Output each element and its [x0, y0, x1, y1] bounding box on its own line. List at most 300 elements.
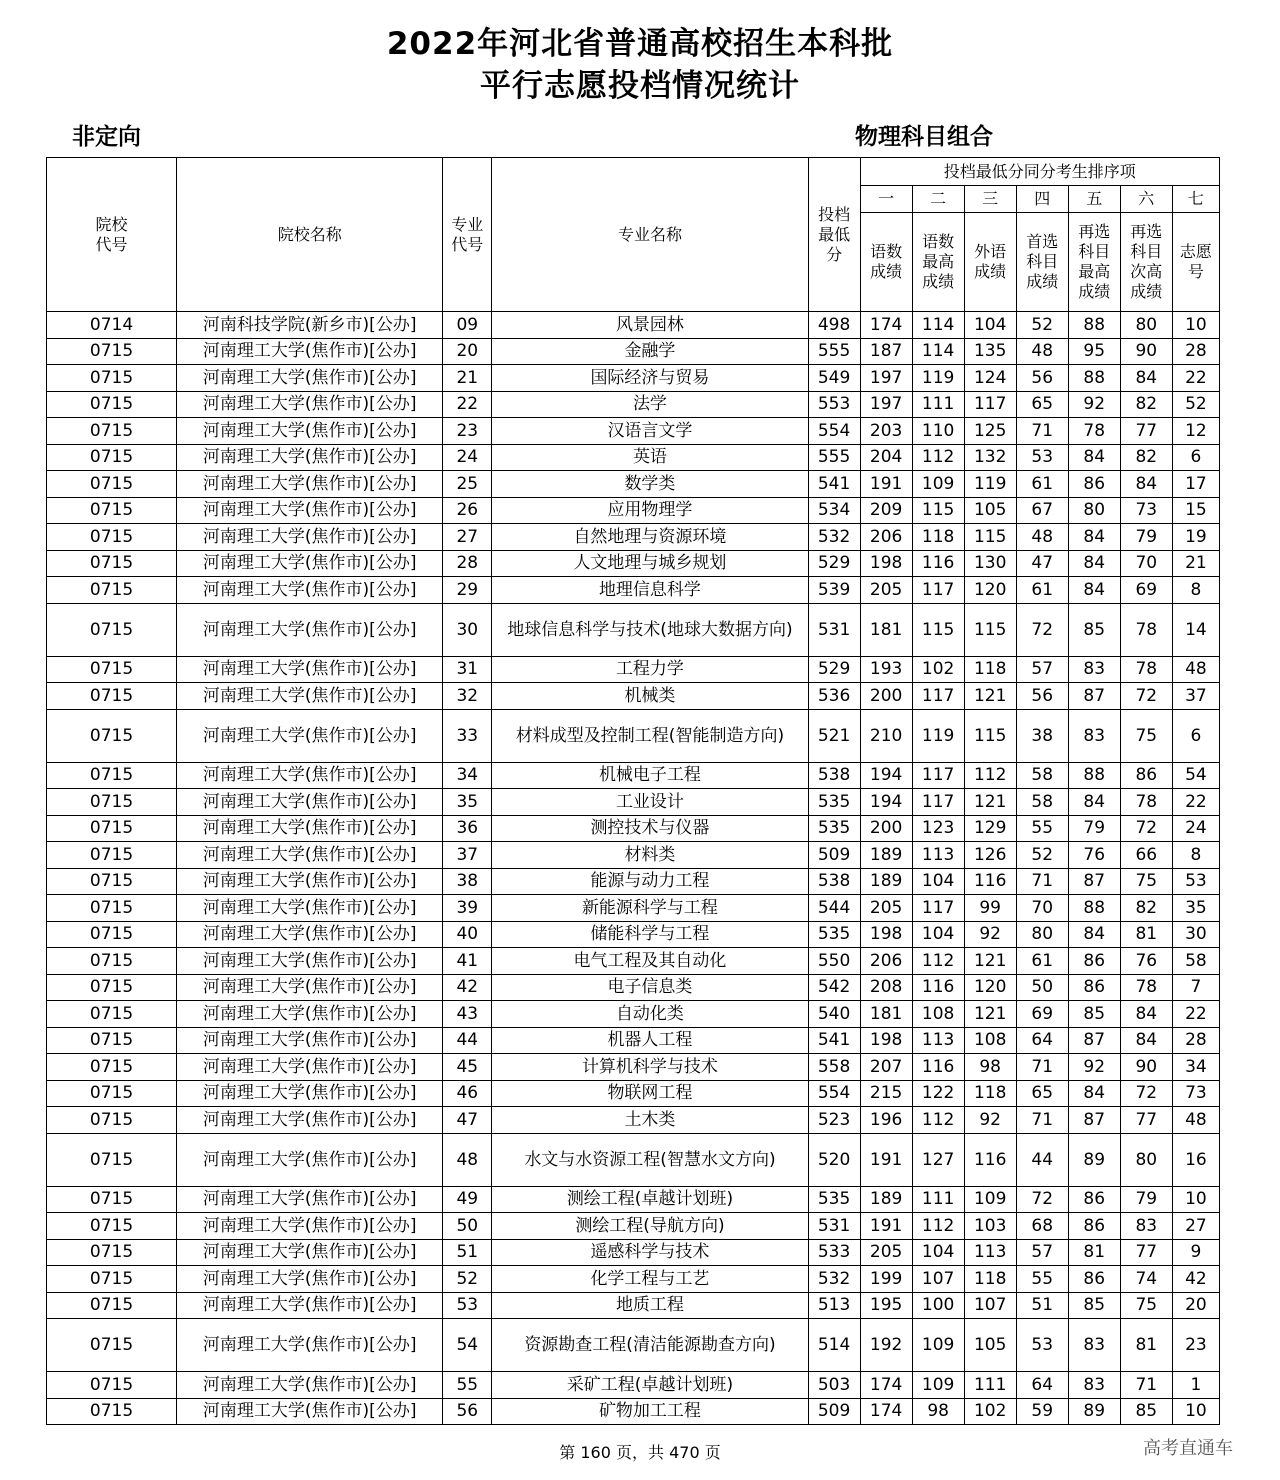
cell-min-score: 498: [808, 312, 860, 339]
cell-chinese-math: 215: [860, 1080, 912, 1107]
cell-major-name: 机器人工程: [492, 1027, 808, 1054]
cell-preference-no: 22: [1172, 365, 1219, 392]
cell-school-code: 0715: [47, 1239, 177, 1266]
header-item-text: 外语成绩: [974, 242, 1007, 281]
table-row: [47, 974, 1220, 1001]
cell-chinese-math: 205: [860, 577, 912, 604]
cell-school-code: 0715: [47, 550, 177, 577]
cell-reselect-max: 88: [1068, 312, 1120, 339]
cell-school-name: 河南理工大学(焦作市)[公办]: [177, 577, 443, 604]
cell-preference-no: 37: [1172, 683, 1219, 710]
cell-major-name: 数学类: [492, 471, 808, 498]
cell-school-code: 0715: [47, 365, 177, 392]
cell-chinese-math-max: 119: [912, 365, 964, 392]
cell-chinese-math-max: 117: [912, 762, 964, 789]
cell-school-code: 0715: [47, 577, 177, 604]
cell-reselect-second: 75: [1120, 709, 1172, 762]
table-row: [47, 338, 1220, 365]
cell-reselect-second: 77: [1120, 1107, 1172, 1134]
cell-reselect-max: 84: [1068, 577, 1120, 604]
cell-min-score: 554: [808, 1080, 860, 1107]
cell-first-subject: 51: [1016, 1292, 1068, 1319]
cell-reselect-max: 88: [1068, 365, 1120, 392]
cell-chinese-math: 207: [860, 1054, 912, 1081]
header-item-text: 再选科目最高成绩: [1078, 222, 1111, 301]
cell-chinese-math: 194: [860, 762, 912, 789]
cell-first-subject: 65: [1016, 1080, 1068, 1107]
cell-school-code: 0715: [47, 1133, 177, 1186]
cell-major-name: 英语: [492, 444, 808, 471]
cell-reselect-second: 84: [1120, 1001, 1172, 1028]
cell-chinese-math: 191: [860, 1213, 912, 1240]
table-body: [47, 312, 1220, 1425]
cell-first-subject: 64: [1016, 1027, 1068, 1054]
document-title: 2022年河北省普通高校招生本科批: [386, 26, 894, 62]
cell-reselect-max: 86: [1068, 471, 1120, 498]
cell-major-name: 能源与动力工程: [492, 868, 808, 895]
cell-school-name: 河南理工大学(焦作市)[公办]: [177, 1398, 443, 1425]
header-rank-7: 七: [1172, 186, 1219, 213]
cell-first-subject: 65: [1016, 391, 1068, 418]
header-rank-2: 二: [912, 186, 964, 213]
cell-major-name: 材料成型及控制工程(智能制造方向): [492, 709, 808, 762]
subject-group-label: 物理科目组合: [855, 124, 993, 150]
cell-school-code: 0715: [47, 1107, 177, 1134]
cell-chinese-math-max: 102: [912, 656, 964, 683]
cell-preference-no: 14: [1172, 603, 1219, 656]
cell-major-code: 38: [443, 868, 492, 895]
cell-first-subject: 57: [1016, 1239, 1068, 1266]
table-row: [47, 312, 1220, 339]
cell-major-code: 24: [443, 444, 492, 471]
table-row: [47, 1107, 1220, 1134]
table-row: [47, 762, 1220, 789]
cell-min-score: 540: [808, 1001, 860, 1028]
cell-chinese-math-max: 113: [912, 1027, 964, 1054]
header-major-name: [492, 158, 808, 312]
cell-chinese-math: 208: [860, 974, 912, 1001]
cell-first-subject: 44: [1016, 1133, 1068, 1186]
cell-school-code: 0715: [47, 895, 177, 922]
table-row: [47, 365, 1220, 392]
header-rank-1: 一: [860, 186, 912, 213]
cell-preference-no: 24: [1172, 815, 1219, 842]
cell-first-subject: 61: [1016, 471, 1068, 498]
cell-foreign-lang: 102: [964, 1398, 1016, 1425]
cell-preference-no: 54: [1172, 762, 1219, 789]
header-item-text: 再选科目次高成绩: [1130, 222, 1163, 301]
cell-foreign-lang: 105: [964, 497, 1016, 524]
cell-foreign-lang: 115: [964, 709, 1016, 762]
cell-reselect-max: 88: [1068, 895, 1120, 922]
table-row: [47, 1319, 1220, 1372]
cell-major-name: 新能源科学与工程: [492, 895, 808, 922]
header-school-name: [177, 158, 443, 312]
header-item-4: [1016, 213, 1068, 312]
cell-major-name: 物联网工程: [492, 1080, 808, 1107]
cell-min-score: 550: [808, 948, 860, 975]
cell-school-name: 河南理工大学(焦作市)[公办]: [177, 709, 443, 762]
cell-chinese-math: 195: [860, 1292, 912, 1319]
cell-first-subject: 58: [1016, 762, 1068, 789]
cell-chinese-math: 199: [860, 1266, 912, 1293]
cell-school-code: 0715: [47, 762, 177, 789]
cell-chinese-math: 200: [860, 815, 912, 842]
cell-chinese-math: 198: [860, 1027, 912, 1054]
cell-reselect-max: 86: [1068, 1213, 1120, 1240]
cell-major-code: 45: [443, 1054, 492, 1081]
cell-reselect-max: 79: [1068, 815, 1120, 842]
table-row: [47, 656, 1220, 683]
cell-school-code: 0715: [47, 603, 177, 656]
cell-school-name: 河南理工大学(焦作市)[公办]: [177, 1001, 443, 1028]
cell-min-score: 535: [808, 921, 860, 948]
header-major-code-text: 专业代号: [451, 214, 484, 254]
cell-school-name: 河南理工大学(焦作市)[公办]: [177, 1186, 443, 1213]
cell-first-subject: 56: [1016, 683, 1068, 710]
cell-min-score: 503: [808, 1372, 860, 1399]
header-min-score-text: 投档最低分: [818, 204, 851, 264]
cell-min-score: 535: [808, 789, 860, 816]
cell-min-score: 532: [808, 1266, 860, 1293]
cell-foreign-lang: 107: [964, 1292, 1016, 1319]
cell-preference-no: 28: [1172, 1027, 1219, 1054]
cell-foreign-lang: 117: [964, 391, 1016, 418]
cell-major-name: 测绘工程(导航方向): [492, 1213, 808, 1240]
cell-preference-no: 12: [1172, 418, 1219, 445]
cell-reselect-max: 80: [1068, 497, 1120, 524]
header-item-3: [964, 213, 1016, 312]
cell-reselect-second: 90: [1120, 1054, 1172, 1081]
header-rank-3: 三: [964, 186, 1016, 213]
cell-major-name: 国际经济与贸易: [492, 365, 808, 392]
cell-school-code: 0715: [47, 1080, 177, 1107]
cell-reselect-max: 85: [1068, 1292, 1120, 1319]
cell-foreign-lang: 115: [964, 603, 1016, 656]
cell-reselect-max: 86: [1068, 948, 1120, 975]
header-min-score: [808, 158, 860, 312]
cell-school-name: 河南理工大学(焦作市)[公办]: [177, 868, 443, 895]
cell-min-score: 558: [808, 1054, 860, 1081]
cell-preference-no: 42: [1172, 1266, 1219, 1293]
cell-school-code: 0715: [47, 1186, 177, 1213]
cell-min-score: 509: [808, 1398, 860, 1425]
cell-school-code: 0715: [47, 1372, 177, 1399]
cell-major-code: 29: [443, 577, 492, 604]
cell-major-name: 地球信息科学与技术(地球大数据方向): [492, 603, 808, 656]
cell-reselect-second: 75: [1120, 868, 1172, 895]
cell-preference-no: 23: [1172, 1319, 1219, 1372]
cell-preference-no: 58: [1172, 948, 1219, 975]
cell-major-code: 35: [443, 789, 492, 816]
cell-foreign-lang: 120: [964, 577, 1016, 604]
cell-major-code: 44: [443, 1027, 492, 1054]
cell-school-code: 0715: [47, 1001, 177, 1028]
cell-first-subject: 67: [1016, 497, 1068, 524]
cell-foreign-lang: 121: [964, 683, 1016, 710]
cell-chinese-math: 181: [860, 1001, 912, 1028]
cell-reselect-second: 77: [1120, 418, 1172, 445]
cell-foreign-lang: 121: [964, 789, 1016, 816]
cell-chinese-math: 174: [860, 1398, 912, 1425]
cell-preference-no: 16: [1172, 1133, 1219, 1186]
cell-reselect-max: 83: [1068, 1372, 1120, 1399]
cell-first-subject: 47: [1016, 550, 1068, 577]
cell-min-score: 521: [808, 709, 860, 762]
cell-chinese-math: 206: [860, 948, 912, 975]
document-subtitle: 平行志愿投档情况统计: [480, 68, 800, 104]
cell-foreign-lang: 99: [964, 895, 1016, 922]
cell-reselect-second: 85: [1120, 1398, 1172, 1425]
cell-school-name: 河南理工大学(焦作市)[公办]: [177, 895, 443, 922]
cell-chinese-math-max: 115: [912, 497, 964, 524]
cell-school-name: 河南理工大学(焦作市)[公办]: [177, 444, 443, 471]
cell-school-code: 0715: [47, 524, 177, 551]
table-row: [47, 709, 1220, 762]
cell-chinese-math-max: 111: [912, 391, 964, 418]
header-item-5: [1068, 213, 1120, 312]
cell-min-score: 523: [808, 1107, 860, 1134]
cell-school-name: 河南理工大学(焦作市)[公办]: [177, 1292, 443, 1319]
cell-major-code: 34: [443, 762, 492, 789]
cell-major-name: 电子信息类: [492, 974, 808, 1001]
cell-major-code: 27: [443, 524, 492, 551]
cell-min-score: 539: [808, 577, 860, 604]
cell-min-score: 531: [808, 1213, 860, 1240]
cell-foreign-lang: 119: [964, 471, 1016, 498]
cell-reselect-max: 86: [1068, 1186, 1120, 1213]
cell-preference-no: 48: [1172, 1107, 1219, 1134]
table-row: [47, 1054, 1220, 1081]
cell-school-code: 0715: [47, 1292, 177, 1319]
cell-reselect-second: 84: [1120, 365, 1172, 392]
cell-min-score: 514: [808, 1319, 860, 1372]
cell-major-name: 矿物加工工程: [492, 1398, 808, 1425]
cell-min-score: 541: [808, 471, 860, 498]
cell-preference-no: 22: [1172, 1001, 1219, 1028]
cell-major-code: 21: [443, 365, 492, 392]
cell-reselect-second: 72: [1120, 683, 1172, 710]
cell-chinese-math-max: 123: [912, 815, 964, 842]
cell-major-code: 50: [443, 1213, 492, 1240]
cell-major-code: 42: [443, 974, 492, 1001]
cell-major-name: 测控技术与仪器: [492, 815, 808, 842]
cell-foreign-lang: 103: [964, 1213, 1016, 1240]
cell-chinese-math-max: 100: [912, 1292, 964, 1319]
cell-chinese-math-max: 108: [912, 1001, 964, 1028]
cell-school-name: 河南理工大学(焦作市)[公办]: [177, 1213, 443, 1240]
cell-min-score: 509: [808, 842, 860, 869]
cell-reselect-second: 71: [1120, 1372, 1172, 1399]
cell-chinese-math: 205: [860, 895, 912, 922]
cell-chinese-math: 200: [860, 683, 912, 710]
cell-chinese-math: 189: [860, 842, 912, 869]
cell-chinese-math-max: 110: [912, 418, 964, 445]
cell-preference-no: 30: [1172, 921, 1219, 948]
cell-school-code: 0715: [47, 683, 177, 710]
cell-major-code: 30: [443, 603, 492, 656]
cell-chinese-math: 196: [860, 1107, 912, 1134]
cell-reselect-max: 85: [1068, 603, 1120, 656]
cell-school-name: 河南理工大学(焦作市)[公办]: [177, 948, 443, 975]
cell-foreign-lang: 104: [964, 312, 1016, 339]
cell-chinese-math-max: 112: [912, 1213, 964, 1240]
cell-min-score: 544: [808, 895, 860, 922]
cell-chinese-math: 174: [860, 1372, 912, 1399]
table-row: [47, 550, 1220, 577]
cell-major-code: 41: [443, 948, 492, 975]
cell-chinese-math: 204: [860, 444, 912, 471]
cell-first-subject: 38: [1016, 709, 1068, 762]
cell-reselect-second: 79: [1120, 524, 1172, 551]
table-row: [47, 1372, 1220, 1399]
cell-foreign-lang: 132: [964, 444, 1016, 471]
cell-reselect-max: 84: [1068, 444, 1120, 471]
cell-school-name: 河南理工大学(焦作市)[公办]: [177, 1372, 443, 1399]
header-tiebreak-group-text: 投档最低分同分考生排序项: [943, 161, 1136, 181]
cell-reselect-max: 87: [1068, 868, 1120, 895]
cell-major-code: 53: [443, 1292, 492, 1319]
cell-school-name: 河南理工大学(焦作市)[公办]: [177, 365, 443, 392]
cell-preference-no: 22: [1172, 789, 1219, 816]
cell-major-code: 46: [443, 1080, 492, 1107]
cell-min-score: 520: [808, 1133, 860, 1186]
cell-major-code: 52: [443, 1266, 492, 1293]
cell-preference-no: 53: [1172, 868, 1219, 895]
cell-school-name: 河南理工大学(焦作市)[公办]: [177, 762, 443, 789]
cell-first-subject: 64: [1016, 1372, 1068, 1399]
cell-chinese-math-max: 117: [912, 683, 964, 710]
cell-major-name: 储能科学与工程: [492, 921, 808, 948]
cell-school-name: 河南理工大学(焦作市)[公办]: [177, 656, 443, 683]
table-row: [47, 524, 1220, 551]
cell-foreign-lang: 115: [964, 524, 1016, 551]
header-item-1: [860, 213, 912, 312]
cell-school-name: 河南理工大学(焦作市)[公办]: [177, 1133, 443, 1186]
cell-chinese-math-max: 122: [912, 1080, 964, 1107]
header-item-6: [1120, 213, 1172, 312]
table-header: [47, 158, 1220, 312]
cell-reselect-second: 79: [1120, 1186, 1172, 1213]
cell-chinese-math: 205: [860, 1239, 912, 1266]
cell-foreign-lang: 121: [964, 1001, 1016, 1028]
cell-school-name: 河南理工大学(焦作市)[公办]: [177, 683, 443, 710]
cell-school-name: 河南理工大学(焦作市)[公办]: [177, 418, 443, 445]
cell-min-score: 536: [808, 683, 860, 710]
table-row: [47, 1213, 1220, 1240]
cell-major-name: 应用物理学: [492, 497, 808, 524]
cell-major-name: 计算机科学与技术: [492, 1054, 808, 1081]
cell-reselect-second: 82: [1120, 895, 1172, 922]
cell-school-code: 0715: [47, 974, 177, 1001]
cell-first-subject: 72: [1016, 1186, 1068, 1213]
cell-preference-no: 27: [1172, 1213, 1219, 1240]
cell-first-subject: 59: [1016, 1398, 1068, 1425]
table-row: [47, 1080, 1220, 1107]
cell-foreign-lang: 92: [964, 1107, 1016, 1134]
cell-preference-no: 10: [1172, 312, 1219, 339]
cell-foreign-lang: 98: [964, 1054, 1016, 1081]
cell-chinese-math-max: 112: [912, 948, 964, 975]
cell-chinese-math-max: 112: [912, 1107, 964, 1134]
cell-major-name: 机械类: [492, 683, 808, 710]
cell-major-name: 土木类: [492, 1107, 808, 1134]
cell-school-name: 河南理工大学(焦作市)[公办]: [177, 524, 443, 551]
cell-major-name: 地质工程: [492, 1292, 808, 1319]
cell-chinese-math: 192: [860, 1319, 912, 1372]
cell-first-subject: 53: [1016, 444, 1068, 471]
cell-foreign-lang: 108: [964, 1027, 1016, 1054]
cell-major-name: 电气工程及其自动化: [492, 948, 808, 975]
cell-foreign-lang: 130: [964, 550, 1016, 577]
page-footer: 第 160 页，共 470 页: [559, 1443, 721, 1462]
cell-first-subject: 61: [1016, 577, 1068, 604]
cell-foreign-lang: 112: [964, 762, 1016, 789]
cell-reselect-second: 84: [1120, 471, 1172, 498]
cell-first-subject: 56: [1016, 365, 1068, 392]
cell-reselect-second: 70: [1120, 550, 1172, 577]
table-row: [47, 444, 1220, 471]
cell-first-subject: 58: [1016, 789, 1068, 816]
cell-major-name: 材料类: [492, 842, 808, 869]
cell-chinese-math-max: 111: [912, 1186, 964, 1213]
cell-reselect-second: 82: [1120, 444, 1172, 471]
cell-major-code: 31: [443, 656, 492, 683]
header-major-code: [443, 158, 492, 312]
cell-major-code: 26: [443, 497, 492, 524]
cell-first-subject: 69: [1016, 1001, 1068, 1028]
cell-foreign-lang: 111: [964, 1372, 1016, 1399]
cell-foreign-lang: 135: [964, 338, 1016, 365]
cell-chinese-math: 206: [860, 524, 912, 551]
cell-chinese-math: 198: [860, 921, 912, 948]
cell-school-code: 0715: [47, 1319, 177, 1372]
cell-chinese-math-max: 113: [912, 842, 964, 869]
cell-reselect-max: 95: [1068, 338, 1120, 365]
cell-min-score: 555: [808, 444, 860, 471]
cell-school-name: 河南理工大学(焦作市)[公办]: [177, 471, 443, 498]
cell-preference-no: 15: [1172, 497, 1219, 524]
cell-preference-no: 48: [1172, 656, 1219, 683]
header-rank-5: 五: [1068, 186, 1120, 213]
cell-reselect-max: 86: [1068, 974, 1120, 1001]
cell-reselect-second: 78: [1120, 603, 1172, 656]
cell-chinese-math-max: 118: [912, 524, 964, 551]
header-item-text: 志愿号: [1179, 242, 1212, 281]
cell-reselect-max: 78: [1068, 418, 1120, 445]
cell-chinese-math: 203: [860, 418, 912, 445]
header-rank-6: 六: [1120, 186, 1172, 213]
cell-major-code: 49: [443, 1186, 492, 1213]
cell-reselect-max: 76: [1068, 842, 1120, 869]
cell-preference-no: 73: [1172, 1080, 1219, 1107]
cell-first-subject: 71: [1016, 868, 1068, 895]
header-school-code-text: 院校代号: [95, 214, 128, 254]
table-row: [47, 1133, 1220, 1186]
cell-school-code: 0715: [47, 921, 177, 948]
cell-chinese-math-max: 116: [912, 974, 964, 1001]
cell-min-score: 532: [808, 524, 860, 551]
cell-reselect-max: 83: [1068, 709, 1120, 762]
table-row: [47, 1292, 1220, 1319]
cell-preference-no: 7: [1172, 974, 1219, 1001]
cell-reselect-second: 81: [1120, 1319, 1172, 1372]
cell-school-code: 0715: [47, 391, 177, 418]
cell-foreign-lang: 92: [964, 921, 1016, 948]
cell-min-score: 534: [808, 497, 860, 524]
header-item-7: [1172, 213, 1219, 312]
cell-major-code: 56: [443, 1398, 492, 1425]
